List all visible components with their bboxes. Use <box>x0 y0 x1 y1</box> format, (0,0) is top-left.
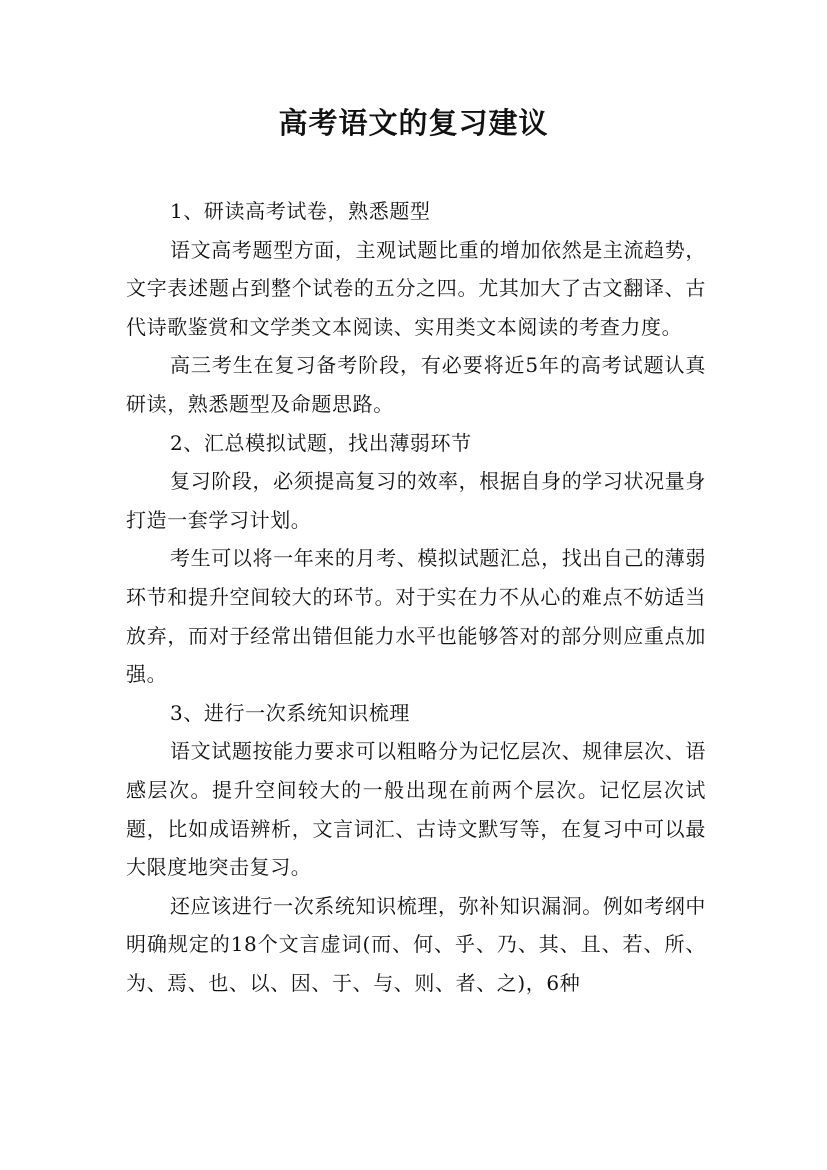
section-heading-1: 1、研读高考试卷，熟悉题型 <box>170 199 431 223</box>
paragraph: 语文试题按能力要求可以粗略分为记忆层次、规律层次、语感层次。提升空间较大的一般出现在前两个层次。记忆层次试题，比如成语辨析，文言词汇、古诗文默写等，在复习中可以最大限度地突击复习。 <box>126 739 706 880</box>
paragraph: 语文高考题型方面，主观试题比重的增加依然是主流趋势，文字表述题占到整个试卷的五分之四。尤其加大了古文翻译、古代诗歌鉴赏和文学类文本阅读、实用类文本阅读的考查力度。 <box>126 237 706 339</box>
paragraph: 考生可以将一年来的月考、模拟试题汇总，找出自己的薄弱环节和提升空间较大的环节。对于实在力不从心的难点不妨适当放弃，而对于经常出错但能力水平也能够答对的部分则应重点加强。 <box>126 546 706 687</box>
paragraph: 高三考生在复习备考阶段，有必要将近5年的高考试题认真研读，熟悉题型及命题思路。 <box>126 353 706 416</box>
section-heading-3: 3、进行一次系统知识梳理 <box>170 700 410 725</box>
document-title: 高考语文的复习建议 <box>278 106 549 140</box>
document-body <box>126 192 706 1002</box>
paragraph: 还应该进行一次系统知识梳理，弥补知识漏洞。例如考纲中明确规定的18个文言虚词(而、何、乎、乃、其、且、若、所、为、焉、也、以、因、于、与、则、者、之)，6种 <box>126 893 706 995</box>
section-heading-2: 2、汇总模拟试题，找出薄弱环节 <box>170 430 472 455</box>
paragraph: 复习阶段，必须提高复习的效率，根据自身的学习状况量身打造一套学习计划。 <box>126 469 706 532</box>
